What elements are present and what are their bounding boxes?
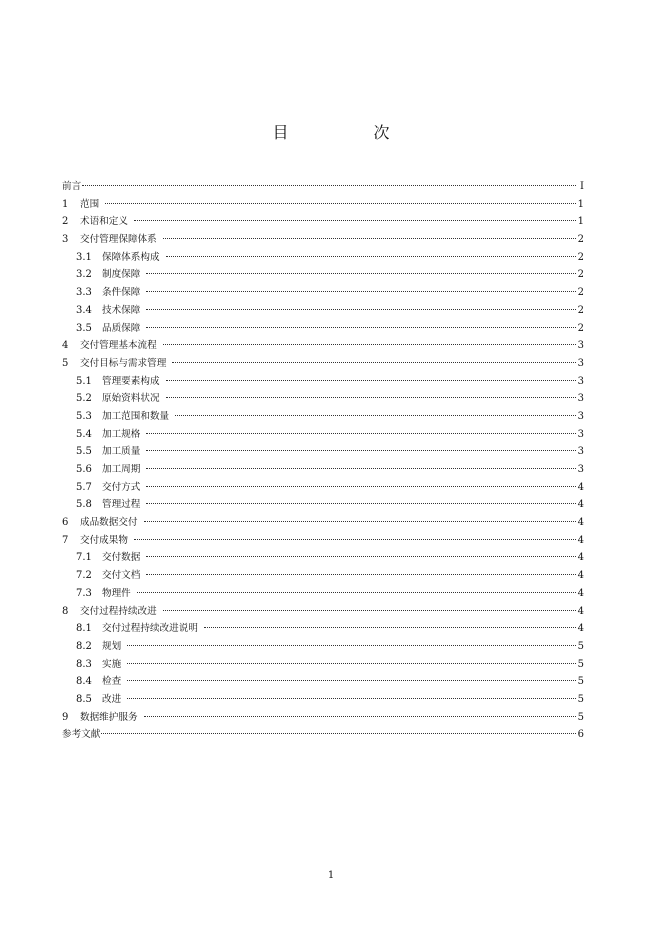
toc-entry[interactable] bbox=[62, 585, 584, 603]
toc-entry-number: 8 bbox=[62, 605, 69, 617]
toc-entry-label: 技术保障 bbox=[102, 304, 141, 316]
toc-entry-page: 1 bbox=[577, 216, 584, 228]
dot-leader bbox=[166, 397, 576, 398]
toc-entry-number: 7.3 bbox=[76, 587, 92, 599]
toc-entry-label: 交付方式 bbox=[102, 481, 141, 493]
toc-entry-number: 5.6 bbox=[76, 464, 92, 475]
toc-entry-number: 3.4 bbox=[76, 304, 92, 316]
toc-entry-number: 7.2 bbox=[76, 570, 92, 582]
toc-entry-label: 交付过程持续改进 bbox=[80, 605, 157, 617]
dot-leader bbox=[146, 309, 575, 310]
dot-leader bbox=[134, 539, 576, 540]
toc-entry[interactable] bbox=[62, 620, 584, 638]
dot-leader bbox=[204, 627, 576, 628]
toc-entry-label: 参考文献 bbox=[62, 729, 101, 741]
toc-entry[interactable] bbox=[62, 249, 584, 267]
toc-entry-number: 5.7 bbox=[76, 481, 92, 493]
dot-leader bbox=[105, 203, 575, 204]
dot-leader bbox=[127, 663, 575, 664]
toc-entry-label: 品质保障 bbox=[102, 322, 141, 334]
toc-entry-number: 6 bbox=[62, 517, 69, 529]
table-of-contents bbox=[62, 178, 584, 744]
toc-entry-page: 2 bbox=[577, 251, 584, 263]
toc-entry-page: 4 bbox=[577, 481, 584, 493]
toc-entry-number: 5.3 bbox=[76, 410, 92, 422]
toc-entry-page: 4 bbox=[577, 552, 584, 564]
toc-entry-number: 9 bbox=[62, 711, 69, 723]
dot-leader bbox=[163, 344, 576, 345]
toc-entry-page: 3 bbox=[577, 340, 584, 352]
toc-entry[interactable] bbox=[62, 514, 584, 532]
toc-entry-number: 3 bbox=[62, 234, 69, 246]
toc-entry-label: 范围 bbox=[80, 198, 100, 210]
dot-leader bbox=[146, 433, 575, 434]
toc-entry[interactable] bbox=[62, 532, 584, 550]
toc-title: 目 次 bbox=[272, 123, 430, 142]
dot-leader bbox=[144, 716, 576, 717]
toc-entry-page: 4 bbox=[577, 517, 584, 529]
toc-entry[interactable] bbox=[62, 355, 584, 373]
toc-entry-number: 3.3 bbox=[76, 287, 92, 299]
toc-entry[interactable] bbox=[62, 390, 584, 408]
dot-leader bbox=[166, 380, 576, 381]
toc-entry-page: 4 bbox=[577, 605, 584, 617]
toc-entry[interactable] bbox=[62, 461, 584, 479]
toc-entry-page: 3 bbox=[577, 357, 584, 369]
toc-entry[interactable] bbox=[62, 479, 584, 497]
toc-entry-page: 5 bbox=[577, 640, 584, 652]
toc-entry-label: 条件保障 bbox=[102, 287, 141, 299]
toc-entry-label: 加工周期 bbox=[102, 464, 141, 475]
toc-entry-page: 2 bbox=[577, 304, 584, 316]
toc-entry-page: 4 bbox=[577, 623, 584, 635]
toc-entry[interactable] bbox=[62, 443, 584, 461]
dot-leader bbox=[146, 291, 575, 292]
toc-entry-label: 交付管理保障体系 bbox=[80, 234, 157, 246]
toc-entry-label: 成品数据交付 bbox=[80, 517, 138, 529]
toc-entry-label: 交付管理基本流程 bbox=[80, 340, 157, 352]
toc-entry-page: 4 bbox=[577, 570, 584, 582]
toc-entry[interactable] bbox=[62, 231, 584, 249]
toc-entry-page: 3 bbox=[577, 393, 584, 405]
toc-entry[interactable] bbox=[62, 426, 584, 444]
toc-entry-label: 改进 bbox=[102, 693, 122, 705]
toc-entry-number: 1 bbox=[62, 198, 69, 210]
toc-entry[interactable] bbox=[62, 691, 584, 709]
toc-entry-label: 交付文档 bbox=[102, 570, 141, 582]
toc-entry[interactable] bbox=[62, 213, 584, 231]
toc-entry-number: 5.5 bbox=[76, 446, 92, 458]
toc-entry-page: 4 bbox=[577, 587, 584, 599]
toc-entry-label: 实施 bbox=[102, 658, 122, 670]
dot-leader bbox=[175, 415, 575, 416]
toc-entry-number: 8.3 bbox=[76, 658, 92, 670]
toc-entry-page: 5 bbox=[577, 676, 584, 688]
dot-leader bbox=[144, 521, 576, 522]
toc-entry-page: 4 bbox=[577, 534, 584, 546]
dot-leader bbox=[137, 592, 576, 593]
toc-entry-label: 加工质量 bbox=[102, 446, 141, 458]
toc-entry-number: 3.2 bbox=[76, 269, 92, 281]
toc-entry[interactable] bbox=[62, 549, 584, 567]
toc-entry[interactable] bbox=[62, 302, 584, 320]
toc-entry[interactable] bbox=[62, 337, 584, 355]
toc-entry-number: 8.5 bbox=[76, 693, 92, 705]
toc-entry-page: 2 bbox=[577, 287, 584, 299]
toc-entry[interactable] bbox=[62, 603, 584, 621]
toc-entry-number: 5 bbox=[62, 357, 69, 369]
toc-entry[interactable] bbox=[62, 567, 584, 585]
toc-entry[interactable] bbox=[62, 320, 584, 338]
toc-entry[interactable] bbox=[62, 496, 584, 514]
toc-entry-number: 5.4 bbox=[76, 428, 92, 440]
toc-entry[interactable] bbox=[62, 709, 584, 727]
toc-entry[interactable] bbox=[62, 638, 584, 656]
dot-leader bbox=[146, 450, 575, 451]
toc-entry-page: 6 bbox=[577, 729, 584, 741]
dot-leader bbox=[146, 503, 575, 504]
toc-entry-page: 5 bbox=[577, 693, 584, 705]
toc-entry-number: 2 bbox=[62, 216, 69, 228]
toc-entry-label: 前言 bbox=[62, 181, 82, 192]
toc-entry-page: 3 bbox=[577, 375, 584, 387]
toc-entry-label: 交付数据 bbox=[102, 552, 141, 564]
toc-entry-number: 3.1 bbox=[76, 251, 92, 263]
dot-leader bbox=[146, 273, 575, 274]
dot-leader bbox=[166, 256, 576, 257]
toc-entry-label: 交付目标与需求管理 bbox=[80, 357, 167, 369]
toc-entry-page: 5 bbox=[577, 658, 584, 670]
toc-entry[interactable] bbox=[62, 726, 584, 744]
dot-leader bbox=[82, 185, 576, 186]
toc-entry[interactable] bbox=[62, 408, 584, 426]
toc-entry-label: 加工规格 bbox=[102, 428, 141, 440]
toc-entry-number: 4 bbox=[62, 340, 69, 352]
toc-entry-page: 3 bbox=[577, 446, 584, 458]
toc-entry[interactable] bbox=[62, 284, 584, 302]
toc-entry[interactable] bbox=[62, 178, 584, 196]
toc-entry[interactable] bbox=[62, 656, 584, 674]
dot-leader bbox=[127, 698, 575, 699]
toc-entry-label: 制度保障 bbox=[102, 269, 141, 281]
toc-entry-number: 3.5 bbox=[76, 322, 92, 334]
toc-entry-page: 4 bbox=[577, 499, 584, 511]
toc-entry-number: 5.1 bbox=[76, 375, 92, 387]
toc-entry-page: 5 bbox=[577, 711, 584, 723]
toc-entry-label: 管理过程 bbox=[102, 499, 141, 511]
toc-entry-page: 2 bbox=[577, 269, 584, 281]
toc-entry-label: 加工范围和数量 bbox=[102, 410, 170, 422]
toc-entry-number: 7 bbox=[62, 534, 69, 546]
toc-entry-label: 物理件 bbox=[102, 587, 131, 599]
page-number: 1 bbox=[327, 870, 335, 881]
toc-entry-page: 2 bbox=[577, 322, 584, 334]
toc-entry-number: 8.4 bbox=[76, 676, 92, 688]
toc-entry[interactable] bbox=[62, 266, 584, 284]
toc-entry-number: 7.1 bbox=[76, 552, 92, 564]
dot-leader bbox=[163, 610, 576, 611]
toc-entry-label: 交付成果物 bbox=[80, 534, 128, 546]
toc-entry-label: 保障体系构成 bbox=[102, 251, 160, 263]
toc-entry-number: 5.8 bbox=[76, 499, 92, 511]
toc-entry[interactable] bbox=[62, 373, 584, 391]
toc-entry-number: 8.1 bbox=[76, 623, 92, 635]
toc-entry-page: 2 bbox=[577, 234, 584, 246]
toc-entry-label: 规划 bbox=[102, 640, 122, 652]
toc-entry-label: 管理要素构成 bbox=[102, 375, 160, 387]
toc-entry-number: 8.2 bbox=[76, 640, 92, 652]
dot-leader bbox=[146, 574, 575, 575]
toc-entry-label: 术语和定义 bbox=[80, 216, 128, 228]
dot-leader bbox=[101, 733, 575, 734]
dot-leader bbox=[146, 486, 575, 487]
toc-entry-page: 3 bbox=[577, 464, 584, 475]
toc-entry-page: 1 bbox=[577, 198, 584, 210]
toc-entry[interactable] bbox=[62, 196, 584, 214]
dot-leader bbox=[127, 680, 575, 681]
dot-leader bbox=[127, 645, 575, 646]
toc-entry-label: 检查 bbox=[102, 676, 122, 688]
dot-leader bbox=[172, 362, 575, 363]
toc-entry-label: 原始资料状况 bbox=[102, 393, 160, 405]
dot-leader bbox=[146, 468, 575, 469]
toc-entry-label: 数据维护服务 bbox=[80, 711, 138, 723]
dot-leader bbox=[163, 238, 576, 239]
dot-leader bbox=[134, 220, 576, 221]
dot-leader bbox=[146, 556, 575, 557]
toc-entry-label: 交付过程持续改进说明 bbox=[102, 623, 198, 635]
dot-leader bbox=[146, 327, 575, 328]
toc-entry-page: I bbox=[580, 181, 584, 192]
toc-entry-page: 3 bbox=[577, 428, 584, 440]
toc-entry-number: 5.2 bbox=[76, 393, 92, 405]
toc-entry[interactable] bbox=[62, 673, 584, 691]
toc-entry-page: 3 bbox=[577, 410, 584, 422]
